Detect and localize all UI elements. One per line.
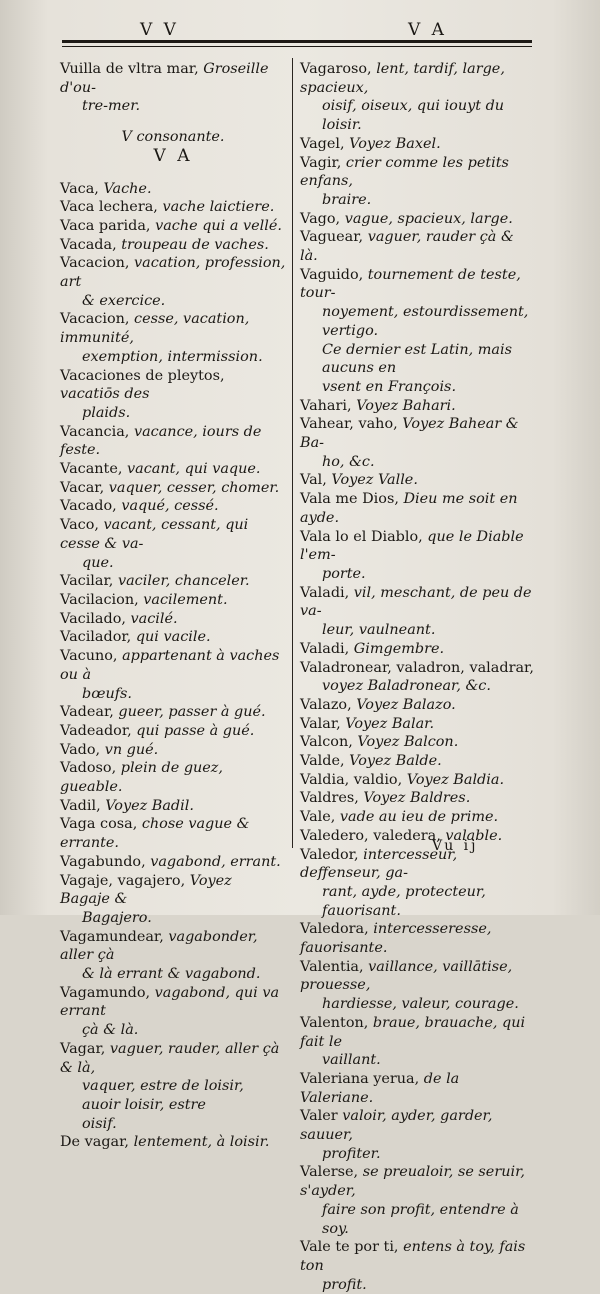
entry-line (60, 479, 286, 498)
section-heading-letters: V A (153, 145, 193, 166)
headword: Vaguido, (300, 266, 368, 283)
french-gloss: Voyez Badil. (105, 797, 194, 814)
entry-line (300, 808, 534, 827)
french-gloss: Voyez Balcon. (357, 734, 459, 751)
entry-line (300, 958, 534, 995)
entry-line (300, 1238, 534, 1275)
headword: Valazo, (300, 696, 357, 713)
french-gloss: entens à toy, fais ton (300, 1239, 526, 1274)
entry-line (300, 1014, 534, 1051)
french-gloss: Voyez Balar. (345, 715, 435, 732)
french-gloss: Ce dernier est Latin, mais aucuns en (322, 341, 512, 377)
french-gloss: vsent en François. (322, 378, 457, 395)
headword: Valedora, (300, 921, 374, 938)
headword: Valde, (300, 753, 350, 770)
french-gloss: voyez Baladronear, &c. (322, 678, 491, 695)
entry-line (60, 60, 286, 97)
headword: Valadronear, valadron, valadrar, (300, 659, 534, 676)
french-gloss: braue, brauache, qui fait le (300, 1014, 526, 1050)
headword: Valadi, (300, 584, 354, 601)
entry-line (60, 1133, 286, 1152)
headword: Vacado, (60, 498, 122, 515)
header-rule-thin (62, 46, 532, 47)
entry-continuation (60, 292, 286, 311)
headword: Vale, (300, 809, 340, 826)
headword: Vacaciones de pleytos, (60, 367, 225, 384)
french-gloss: oisif, oiseux, qui iouyt du loisir. (322, 98, 505, 134)
entry-line (60, 254, 286, 291)
french-gloss: vaguer, rauder çà & là. (300, 229, 514, 265)
french-gloss: çà & là. (82, 1022, 139, 1039)
headword: Vaca, (60, 180, 104, 197)
entry-line (60, 591, 286, 610)
french-gloss: Voyez Bahear & Ba- (300, 416, 519, 452)
headword: Vagel, (300, 135, 350, 152)
entry-continuation (300, 995, 534, 1014)
french-gloss: Gimgembre. (353, 640, 445, 657)
headword: Vagamundo, (60, 984, 155, 1001)
entry-line (60, 572, 286, 591)
entry-line (300, 528, 534, 565)
headword: Vadeador, (60, 722, 137, 739)
entry-line (300, 920, 534, 957)
french-gloss: troupeau de vaches. (121, 236, 269, 253)
right-column (300, 60, 534, 1294)
french-gloss: lent, tardif, large, spacieux, (300, 61, 505, 96)
french-gloss: ho, &c. (322, 453, 375, 470)
french-gloss: vil, meschant, de peu de va- (300, 584, 532, 620)
running-head-right: V A (408, 20, 447, 40)
entry-line (300, 584, 534, 621)
entry-line (300, 210, 534, 229)
entry-line (60, 797, 286, 816)
french-gloss: vache laictiere. (162, 199, 275, 216)
entry-continuation (300, 1201, 534, 1238)
headword: Vaca lechera, (60, 199, 163, 216)
headword: Valar, (300, 715, 346, 732)
french-gloss: vacant, qui vaque. (127, 461, 261, 478)
french-gloss: leur, vaulneant. (322, 622, 436, 639)
french-gloss: intercesseur, deffenseur, ga- (300, 846, 458, 882)
french-gloss: vn gué. (104, 741, 159, 758)
entry-continuation (60, 1021, 286, 1040)
headword: Valenton, (300, 1014, 373, 1031)
entry-continuation (60, 348, 286, 367)
entry-line (60, 872, 286, 909)
french-gloss: que le Diable l'em- (300, 528, 524, 564)
french-gloss: vaquer, estre de loisir, auoir loisir, estre (82, 1078, 244, 1113)
entry-line (60, 367, 286, 404)
entry-line (300, 752, 534, 771)
entry-line (60, 236, 286, 255)
headword: Valadi, (300, 640, 354, 657)
headword: Vadoso, (60, 760, 121, 777)
entry-continuation (300, 191, 534, 210)
french-gloss: se preualoir, se seruir, s'ayder, (300, 1164, 525, 1200)
entry-line (60, 217, 286, 236)
entry-line (60, 647, 286, 684)
headword: Vado, (60, 741, 105, 758)
french-gloss: chose vague & errante. (60, 816, 250, 852)
french-gloss: vaqué, cessé. (121, 498, 219, 515)
french-gloss: & exercice. (82, 292, 166, 309)
entry-line (60, 759, 286, 796)
header-rule (62, 40, 532, 43)
headword: Vagaroso, (300, 61, 377, 77)
french-gloss: gueer, passer à gué. (118, 704, 266, 721)
entry-line (60, 610, 286, 629)
entry-line (300, 696, 534, 715)
headword: Vala lo el Diablo, (300, 528, 428, 545)
left-column (60, 60, 286, 1152)
entry-continuation (300, 97, 534, 134)
entry-line (300, 266, 534, 303)
entry-line (300, 60, 534, 97)
headword: Vadil, (60, 797, 106, 814)
signature-mark: Vu ij (432, 838, 479, 854)
french-gloss: vacant, cessant, qui cesse & va- (60, 517, 249, 552)
headword: Valer (300, 1108, 343, 1125)
headword: Vacante, (60, 461, 128, 478)
french-gloss: de la Valeriane. (300, 1070, 460, 1106)
headword: Vacilado, (60, 610, 131, 627)
entry-continuation (60, 909, 286, 928)
french-gloss: plaids. (82, 404, 131, 421)
entry-line (60, 703, 286, 722)
entry-line (60, 928, 286, 965)
french-gloss: & là errant & vagabond. (82, 966, 261, 983)
french-gloss: vacilement. (143, 591, 228, 608)
headword: Valcon, (300, 734, 358, 751)
entry-continuation (300, 378, 534, 397)
entry-line (60, 460, 286, 479)
headword: Vagir, (300, 154, 346, 171)
entry-continuation (300, 1051, 534, 1070)
headword: Vaca parida, (60, 217, 156, 234)
entry-line (300, 135, 534, 154)
french-gloss: Vache. (103, 180, 152, 197)
entry-line (60, 722, 286, 741)
french-gloss: Groseille d'ou- (60, 61, 269, 96)
french-gloss: vague, spacieux, large. (344, 210, 513, 227)
headword: Vago, (300, 210, 345, 227)
headword: Vaguear, (300, 229, 368, 246)
french-gloss: vacance, iours de feste. (60, 423, 262, 459)
headword: Vacilador, (60, 629, 136, 646)
french-gloss: Dieu me soit en ayde. (300, 491, 518, 526)
entry-line (60, 815, 286, 852)
entry-continuation (60, 97, 286, 116)
entry-continuation (60, 685, 286, 704)
entry-line (300, 733, 534, 752)
headword: Vagamundear, (60, 928, 169, 945)
french-gloss: valoir, ayder, garder, sauuer, (300, 1108, 493, 1144)
entry-line (60, 1040, 286, 1077)
french-gloss: vaquer, cesser, chomer. (108, 479, 280, 496)
entry-continuation (60, 1115, 286, 1134)
headword: Vahari, (300, 397, 357, 414)
french-gloss: cesse, vacation, immunité, (60, 311, 250, 347)
french-gloss: Voyez Bahari. (356, 397, 456, 414)
entry-line (60, 198, 286, 217)
entry-line (300, 827, 534, 846)
entry-continuation (300, 1276, 534, 1294)
headword: Valedero, valedera, (300, 827, 446, 844)
french-gloss: noyement, estourdissement, vertigo. (322, 304, 529, 339)
headword: Valeriana yerua, (300, 1070, 424, 1087)
french-gloss: vagabond, errant. (150, 853, 281, 870)
headword: Vacar, (60, 479, 109, 496)
entry-line (60, 853, 286, 872)
french-gloss: tournement de teste, tour- (300, 266, 521, 302)
section-heading: V consonante. (121, 129, 225, 146)
headword: Vadear, (60, 704, 119, 721)
entry-line (300, 1070, 534, 1107)
french-gloss: bœufs. (82, 685, 132, 702)
french-gloss: crier comme les petits enfans, (300, 154, 509, 190)
french-gloss: porte. (322, 565, 366, 582)
headword: Vacacion, (60, 255, 135, 272)
headword: Valdia, valdio, (300, 771, 407, 788)
entry-line (300, 771, 534, 790)
entry-line (300, 1107, 534, 1144)
french-gloss: exemption, intermission. (82, 348, 263, 365)
entry-line (300, 846, 534, 883)
french-gloss: vaguer, rauder, aller çà & là, (60, 1040, 280, 1076)
headword: Vagaje, vagajero, (60, 872, 190, 889)
headword: Vacuno, (60, 648, 123, 665)
entry-continuation (300, 677, 534, 696)
entry-line (60, 741, 286, 760)
french-gloss: qui vacile. (135, 629, 211, 646)
french-gloss: plein de guez, gueable. (60, 760, 223, 796)
french-gloss: rant, ayde, protecteur, fauorisant. (322, 883, 486, 919)
french-gloss: Voyez Balde. (349, 753, 442, 770)
entry-continuation (300, 1145, 534, 1164)
headword: Vacada, (60, 236, 122, 253)
french-gloss: oisif. (82, 1115, 117, 1132)
entry-continuation (300, 453, 534, 472)
headword: Vacacion, (60, 311, 135, 328)
french-gloss: vaillant. (322, 1052, 381, 1069)
entry-continuation (300, 621, 534, 640)
entry-line (60, 984, 286, 1021)
french-gloss: faire son profit, entendre à soy. (322, 1201, 519, 1237)
french-gloss: Voyez Baldres. (363, 790, 471, 807)
headword: Vale te por ti, (300, 1239, 404, 1256)
entry-continuation (60, 965, 286, 984)
entry-line (60, 180, 286, 199)
french-gloss: que. (82, 554, 114, 571)
entry-line (60, 310, 286, 347)
entry-line (60, 423, 286, 460)
entry-line (60, 628, 286, 647)
french-gloss: qui passe à gué. (136, 722, 255, 739)
entry-line (300, 471, 534, 490)
entry-line (300, 154, 534, 191)
french-gloss: Voyez Bagaje & (60, 872, 232, 908)
french-gloss: Voyez Baxel. (349, 135, 441, 152)
french-gloss: vacilé. (130, 610, 178, 627)
french-gloss: appartenant à vaches ou à (60, 648, 280, 683)
french-gloss: hardiesse, valeur, courage. (322, 996, 519, 1013)
french-gloss: lentement, à loisir. (133, 1134, 270, 1151)
headword: Vaga cosa, (60, 816, 142, 833)
headword: Valerse, (300, 1164, 363, 1181)
entry-continuation (300, 565, 534, 584)
french-gloss: intercesseresse, fauorisante. (300, 921, 492, 957)
entry-continuation (60, 404, 286, 423)
entry-line (300, 640, 534, 659)
french-gloss: valable. (445, 827, 503, 844)
french-gloss: profiter. (322, 1145, 381, 1162)
headword: Valentia, (300, 958, 369, 975)
entry-line (300, 659, 534, 678)
entry-continuation (60, 554, 286, 573)
entry-line (300, 228, 534, 265)
french-gloss: vacatiōs des (60, 386, 150, 403)
headword: Vagar, (60, 1040, 110, 1057)
entry-line (60, 516, 286, 553)
headword: Val, (300, 472, 332, 489)
entry-line (300, 490, 534, 527)
french-gloss: vagabond, qui va errant (60, 984, 280, 1020)
french-gloss: tre-mer. (82, 98, 141, 115)
headword: Valedor, (300, 846, 364, 863)
headword: Vala me Dios, (300, 491, 404, 508)
french-gloss: Voyez Balazo. (356, 696, 456, 713)
entry-continuation (300, 303, 534, 340)
french-gloss: vache qui a vellé. (155, 217, 282, 234)
entry-line (300, 789, 534, 808)
french-gloss: vade au ieu de prime. (339, 809, 499, 826)
french-gloss: profit. (322, 1276, 367, 1293)
headword: Vacancia, (60, 423, 134, 440)
headword: Vacilacion, (60, 591, 144, 608)
entry-line (300, 397, 534, 416)
headword: Vaco, (60, 517, 104, 534)
entry-line (300, 1163, 534, 1200)
entry-continuation (300, 341, 534, 378)
french-gloss: Voyez Valle. (331, 472, 418, 489)
entry-line (60, 497, 286, 516)
column-divider (292, 58, 293, 848)
french-gloss: braire. (322, 191, 372, 208)
headword: Vahear, vaho, (300, 416, 403, 433)
headword: Valdres, (300, 790, 364, 807)
entry-line (300, 715, 534, 734)
headword: Vagabundo, (60, 853, 151, 870)
french-gloss: Voyez Baldia. (406, 771, 505, 788)
french-gloss: vacation, profession, art (60, 255, 286, 291)
french-gloss: vaciler, chanceler. (117, 573, 250, 590)
headword: De vagar, (60, 1134, 134, 1151)
french-gloss: vaillance, vaillātise, prouesse, (300, 958, 513, 994)
french-gloss: vagabonder, aller çà (60, 928, 258, 964)
headword: Vacilar, (60, 573, 118, 590)
headword: Vuilla de vltra mar, (60, 61, 204, 77)
running-head-left: V V (140, 20, 179, 40)
french-gloss: Bagajero. (82, 909, 152, 926)
entry-line (300, 415, 534, 452)
entry-continuation (60, 1077, 286, 1114)
